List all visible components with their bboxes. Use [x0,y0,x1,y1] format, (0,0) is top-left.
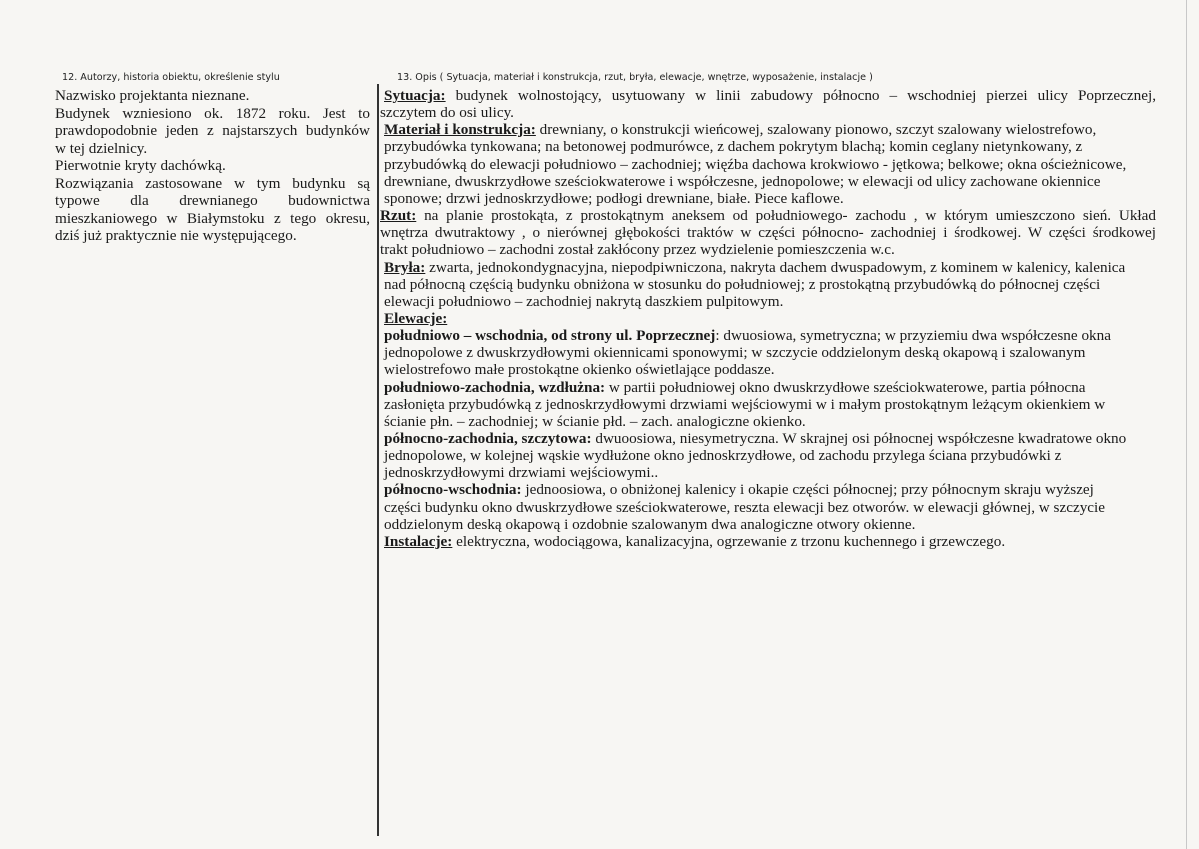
text-line [380,241,895,258]
text-line [384,173,1101,190]
paragraph-text: jednoskrzydłowymi drzwiami wejściowymi.. [384,464,659,482]
paragraph-text: trakt południowo – zachodni został zakłócony przez wydzielenie pomieszczenia w.c. [380,241,895,259]
text-line [384,464,658,481]
paragraph-first-line [380,207,1156,224]
paragraph-text: ścianie płn. – zachodniej; w ścianie płd. – zach. analogiczne okienko. [384,412,806,430]
text-line: Budynek wzniesiono ok. 1872 roku. Jest to [55,104,370,122]
paragraph-first-line [384,327,1111,344]
paragraph-text: wnętrza dwutraktowy , o nierównej głębokości traktów w części północno- zachodniej i środkowej. W części środkowej [380,224,1156,242]
paragraph-text: zasłonięta przybudówką z jednoskrzydłowymi drzwiami wejściowymi w i małym prostokątnym leżącym okienkiem w [384,395,1106,413]
text-line [384,499,1105,516]
section-label: Bryła: [384,258,426,276]
paragraph-first-line [384,379,1086,396]
paragraph-text: na planie prostokąta, z prostokątnym aneksem od południowego- zachodu , w którym umieszczono sień. Układ [416,207,1156,225]
paragraph-first-line [384,121,1096,138]
paragraph-text: budynek wolnostojący, usytuowany w linii zabudowy północno – wschodniej pierzei ulicy Poprzecznej, [445,87,1156,104]
paragraph-text: przybudówka tynkowana; na betonowej podmurówce, z dachem pokrytym blachą; komin ceglany nietynkowany, z [384,138,1083,156]
section-13-header: 13. Opis ( Sytuacja, materiał i konstrukcja, rzut, bryła, elewacje, wnętrze, wyposażenie, instalacje ) [397,72,873,83]
page-edge [1186,0,1187,849]
paragraph-first-line [384,310,447,327]
paragraph-first-line [384,533,1005,550]
paragraph-text: elektryczna, wodociągowa, kanalizacyjna, ogrzewanie z trzonu kuchennego i grzewczego. [452,532,1006,550]
paragraph-text: szczytem do osi ulicy. [380,104,514,122]
paragraph-text: w partii południowej okno dwuskrzydłowe sześciokwaterowe, partia północna [605,378,1086,396]
text-line: prawdopodobnie jeden z najstarszych budynków [55,122,370,139]
text-line: w tej dzielnicy. [55,139,148,157]
column-divider [377,84,379,836]
text-line [380,104,514,121]
text-line [384,276,1100,293]
section-label: Elewacje: [384,309,448,327]
paragraph-first-line [384,430,1126,447]
section-label: Rzut: [380,207,417,225]
paragraph-text: wielostrefowo małe prostokątne okienko oświetlające poddasze. [384,361,775,379]
paragraph-text: drewniane, dwuskrzydłowe sześciokwaterowe i współczesne, jednopolowe; w elewacji od ulicy zachowane okiennice [384,172,1101,190]
text-line: Rozwiązania zastosowane w tym budynku są [55,174,370,192]
paragraph-text: nad północną częścią budynku obniżona w stosunku do południowej; z prostokątną przybudówką do północnej części [384,275,1101,293]
text-line: Pierwotnie kryty dachówką. [55,157,226,174]
paragraph-first-line [384,259,1125,276]
section-label: północno-wschodnia: [384,481,522,499]
paragraph-first-line [384,481,1094,498]
paragraph-text: części budynku okno dwuskrzydłowe sześciokwaterowe, reszta elewacji bez otworów. w elewacji głównej, w szczycie [384,498,1105,516]
text-line [380,224,1156,241]
section-12-header: 12. Autorzy, historia obiektu, określenie stylu [62,72,280,83]
text-line: mieszkaniowego w Białymstoku z tego okresu, [55,209,370,227]
paragraph-text: elewacji południowo – zachodniej nakrytą daszkiem pulpitowym. [384,292,784,310]
text-line [384,361,775,378]
paragraph-text: dwuoosiowa, niesymetryczna. W skrajnej osi północnej współczesne kwadratowe okno [591,430,1127,447]
text-line [384,293,783,310]
paragraph-text: : dwuosiowa, symetryczna; w przyziemiu dwa współczesne okna [715,327,1111,345]
text-line [384,190,844,207]
paragraph-text: oddzielonym deską okapową i ozdobnie szalowanym dwa analogiczne otwory okienne. [384,515,916,533]
paragraph-text: przybudówką do elewacji południowo – zachodniej; więźba dachowa krokwiowo - jętkowa; belkowe; okna ościeżnicowe, [384,155,1127,173]
text-line [384,413,806,430]
paragraph-text: jednopolowe z dwuskrzydłowymi okiennicami sponowymi; w szczycie oddzielonym deską okapową i szalowanym [384,344,1086,362]
section-label: południowo-zachodnia, wzdłużna: [384,378,606,396]
paragraph-first-line [384,87,1156,104]
text-line [384,396,1105,413]
text-line [384,156,1126,173]
section-label: Materiał i konstrukcja: [384,121,536,139]
text-line [384,344,1085,361]
paragraph-text: zwarta, jednokondygnacyjna, niepodpiwniczona, nakryta dachem dwuspadowym, z kominem w kalenicy, kalenica [425,258,1126,276]
section-label: Instalacje: [384,532,453,550]
text-line [384,138,1082,155]
paragraph-text: jednopolowe, w kolejnej wąskie wydłużone okno jednoskrzydłowe, od zachodu przylega ściana przybudówki z [384,447,1062,465]
text-line [384,516,915,533]
text-line [384,447,1061,464]
section-label: Sytuacja: [384,87,446,104]
paragraph-text: jednoosiowa, o obniżonej kalenicy i okapie części północnej; przy północnym skraju wyższej [521,481,1094,499]
section-label: południowo – wschodnia, od strony ul. Poprzecznej [384,327,716,345]
text-line: typowe dla drewnianego budownictwa [55,192,370,209]
paragraph-text: drewniany, o konstrukcji wieńcowej, szalowany pionowo, szczyt szalowany wielostrefowo, [535,121,1097,139]
text-line: dziś już praktycznie nie występującego. [55,227,297,244]
text-line: Nazwisko projektanta nieznane. [55,87,250,104]
section-label: północno-zachodnia, szczytowa: [384,430,592,447]
paragraph-text: sponowe; drzwi jednoskrzydłowe; podłogi drewniane, białe. Piece kaflowe. [384,189,844,207]
